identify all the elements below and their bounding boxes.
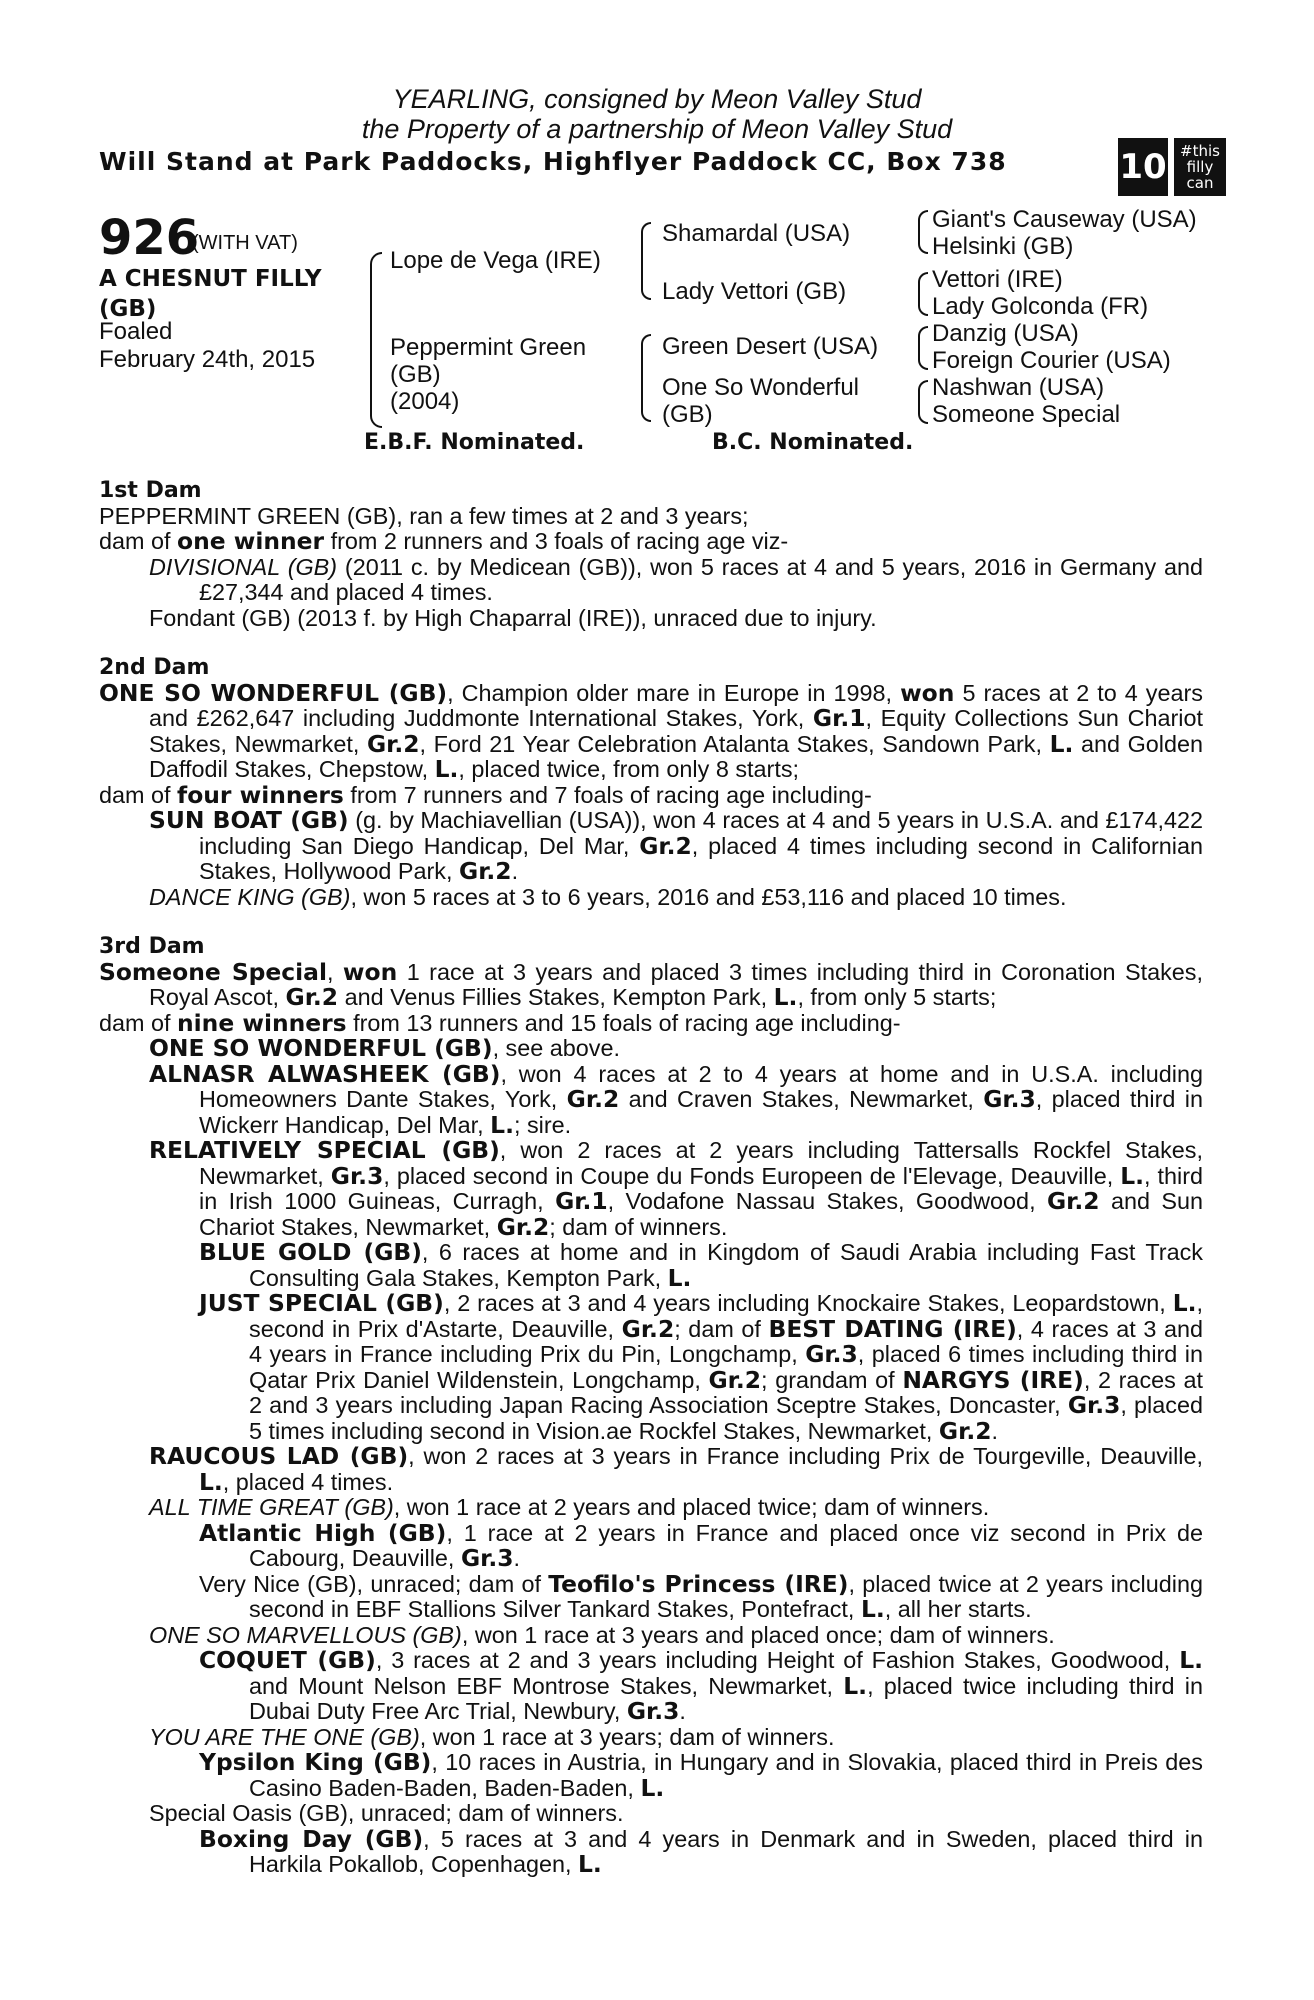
text: , Vodafone Nassau Stakes, Goodwood, [607,1188,1047,1214]
dam-name [390,334,586,415]
foaled-label: Foaled [99,318,173,345]
grade: L. [640,1773,665,1802]
horse-name: Boxing Day (GB) [199,1824,424,1853]
grade: Gr.2 [938,1416,992,1445]
horse-name: BEST DATING (IRE) [768,1314,1017,1343]
pedigree-brace-2 [641,222,651,300]
pedigree-brace-5 [918,272,928,316]
text: , placed twice at 2 years including second in EBF Stallions Silver Tankard Stakes, Pontefract, [249,1570,1203,1622]
text: ; grandam of [761,1366,903,1393]
second-dam-title: 2nd Dam [99,655,210,680]
grade: L. [577,1850,602,1878]
text: , Champion older mare in Europe in 1998, [447,679,901,706]
dam-dam [662,374,859,428]
foaled-date: February 24th, 2015 [99,346,316,373]
grade: Gr.3 [626,1697,680,1725]
grade: Gr.3 [1067,1391,1121,1419]
text: , placed third in Wickerr Handicap, Del Mar, [199,1086,1203,1138]
second-dam-entry [99,678,1204,783]
text: dam of [99,528,178,554]
grade: L. [1172,1289,1197,1317]
text: (g. by Machiavellian (USA)), won 4 races at 4 and 5 years in U.S.A. and £174,422 including San Diego Handicap, Del Mar, [199,807,1203,859]
produce-ypsilon-king [99,1750,1203,1801]
ten-logo-icon [1118,138,1168,196]
produce-alnasr-alwasheek [99,1059,1203,1139]
second-dam-produce-summary [99,780,1203,809]
horse-name: JUST SPECIAL (GB) [199,1289,444,1317]
text: , won 1 race at 2 years and placed twice; dam of winners. [393,1494,990,1520]
dam-dam-dam: Someone Special [932,401,1121,428]
horse-name: RAUCOUS LAD (GB) [149,1442,409,1470]
pedigree-brace-3 [641,334,651,422]
logo-b-line2: filly [1186,158,1214,176]
this-filly-can-logo-icon [1174,138,1226,196]
dam-line1: Peppermint Green [390,334,587,361]
horse-name: Teofilo's Princess (IRE) [548,1569,849,1598]
text: , placed second in Coupe du Fonds Europeen de l'Elevage, Deauville, [383,1162,1121,1189]
produce-coquet [99,1648,1203,1725]
lot-number: 926 [99,210,200,266]
winner-count: nine winners [177,1008,347,1037]
horse-name: DANCE KING (GB) [149,883,351,910]
text: from 13 runners and 15 foals of racing age including- [346,1009,901,1036]
dam-dam-line2: (GB) [662,401,713,428]
text: , won 5 races at 3 to 6 years, 2016 and £53,116 and placed 10 times. [350,883,1067,910]
grade: Gr.1 [812,704,866,732]
grade: Gr.2 [708,1365,762,1394]
grade: L. [199,1467,223,1496]
produce-special-oasis: Special Oasis (GB), unraced; dam of winners. [149,1800,624,1826]
pedigree-brace-4 [918,210,928,254]
lot-name-line1: A CHESNUT FILLY [99,266,322,292]
text: , placed twice, from only 8 starts; [458,756,800,782]
text: , 2 races at 3 and 4 years including Knockaire Stakes, Leopardstown, [443,1290,1173,1316]
foaling-info [99,318,315,374]
produce-relatively-special [99,1138,1203,1240]
sire-dam-sire: Vettori (IRE) [932,266,1063,293]
text: , 4 races at 3 and 4 years in France including Prix du Pin, Longchamp, [249,1315,1203,1367]
first-dam-title: 1st Dam [99,478,202,503]
dam-sire: Green Desert (USA) [662,333,879,360]
sire-dam-dam: Lady Golconda (FR) [932,293,1149,320]
grade: Gr.2 [366,729,420,758]
text: , placed 4 times including second in Californian Stakes, Hollywood Park, [199,832,1203,884]
text: , 3 races at 2 and 3 years including Height of Fashion Stakes, Goodwood, [375,1647,1180,1673]
produce-blue-gold [99,1240,1203,1291]
text: , 5 races at 3 and 4 years in Denmark and in Sweden, placed third in Harkila Pokallob, Copenhagen, [249,1825,1204,1877]
sire: Lope de Vega (IRE) [390,247,601,274]
text: ; dam of [674,1315,769,1342]
grade: Gr.2 [639,831,692,860]
grade: Gr.2 [459,857,512,885]
produce-divisional [99,555,1203,606]
horse-name: ALNASR ALWASHEEK (GB) [149,1059,501,1088]
logo-b-line1: #this [1180,142,1220,160]
logo-b-line3: can [1186,174,1214,192]
horse-name: Atlantic High (GB) [199,1518,447,1547]
ebf-nominated: E.B.F. Nominated. [364,430,585,455]
sire-dam: Lady Vettori (GB) [662,278,847,305]
text: , 6 races at home and in Kingdom of Saudi Arabia including Fast Track Consulting Gala Stakes, Kempton Park, [249,1239,1203,1291]
text: (2011 c. by Medicean (GB)), won 5 races at 4 and 5 years, 2016 in Germany and £27,344 and placed 4 times. [199,553,1203,605]
winner-count: four winners [177,780,344,809]
text: 5 races at 2 to 4 years and £262,647 including Juddmonte International Stakes, York, [149,679,1203,731]
text: won [342,957,398,986]
text: , placed 6 times including third in Qatar Prix Daniel Wildenstein, Longchamp, [249,1341,1203,1393]
sire-sire-dam: Helsinki (GB) [932,233,1074,260]
consignor-line: YEARLING, consigned by Meon Valley Stud [392,84,922,114]
text: . [679,1698,686,1724]
produce-raucous-lad [99,1444,1203,1495]
third-dam-produce-summary [99,1008,1203,1037]
horse-name: DIVISIONAL (GB) [149,553,338,580]
grade: Gr.3 [805,1340,858,1368]
produce-all-time-great [99,1495,1203,1521]
lot-title [99,264,322,324]
grade: Gr.2 [621,1314,675,1343]
pedigree-brace-6 [918,326,928,370]
text: ; dam of winners. [549,1213,728,1240]
sire-sire-sire: Giant's Causeway (USA) [932,206,1197,233]
grade: L. [1179,1646,1203,1674]
text: , won 4 races at 2 to 4 years at home and in U.S.A. including Homeowners Dante Stakes, York, [199,1060,1203,1112]
produce-boxing-day [99,1824,1204,1878]
grade: L. [1120,1161,1144,1190]
bc-nominated: B.C. Nominated. [712,430,914,455]
horse-name: RELATIVELY SPECIAL (GB) [149,1136,500,1164]
text: , won 1 race at 3 years; dam of winners. [419,1723,835,1750]
horse-name: ONE SO WONDERFUL (GB) [99,678,448,707]
third-dam-title: 3rd Dam [99,934,205,959]
produce-sun-boat [99,808,1203,885]
text: and Sun Chariot Stakes, Newmarket, [199,1188,1203,1240]
horse-name: ALL TIME GREAT (GB) [149,1494,394,1520]
text: 1 race at 3 years and placed 3 times including third in Coronation Stakes, Royal Ascot, [149,958,1203,1010]
property-line: the Property of a partnership of Meon Valley Stud [361,114,953,144]
lot-vat: (WITH VAT) [192,232,298,254]
grade: Gr.3 [330,1161,384,1190]
produce-fondant: Fondant (GB) (2013 f. by High Chaparral (IRE)), unraced due to injury. [149,604,877,631]
dam-sire-dam: Foreign Courier (USA) [932,347,1171,374]
text: . [513,1545,520,1571]
horse-name: YOU ARE THE ONE (GB) [149,1723,420,1750]
text: , third in Irish 1000 Guineas, Curragh, [199,1162,1203,1214]
winner-count: one winner [177,527,325,555]
text: dam of [99,1009,178,1036]
horse-name: Ypsilon King (GB) [199,1748,432,1776]
grade: Gr.2 [1046,1187,1100,1215]
text: , 1 race at 2 years in France and placed once viz second in Prix de Cabourg, Deauville, [249,1519,1203,1571]
produce-atlantic-high [99,1518,1203,1572]
text: , placed twice including third in Dubai Duty Free Arc Trial, Newbury, [249,1672,1203,1724]
text: won [900,678,955,707]
stand-location: Will Stand at Park Paddocks, Highflyer Paddock CC, Box 738 [99,147,1007,176]
text: Very Nice (GB), unraced; dam of [199,1570,549,1597]
grade: L. [434,755,459,783]
text: , see above. [492,1035,621,1061]
text: , second in Prix d'Astarte, Deauville, [249,1290,1203,1342]
lot-name-line2: (GB) [99,296,157,322]
text: and Mount Nelson EBF Montrose Stakes, Newmarket, [249,1672,844,1699]
grade: L. [773,983,798,1011]
dam-sire-sire: Danzig (USA) [932,320,1079,347]
text: from 2 runners and 3 foals of racing age viz- [324,528,789,554]
text: from 7 runners and 7 foals of racing age including- [343,781,872,808]
produce-one-so-wonderful [99,1036,1203,1062]
grade: Gr.2 [566,1085,620,1113]
pedigree-brace-1 [370,252,382,428]
horse-name: COQUET (GB) [199,1646,376,1674]
text: , 10 races in Austria, in Hungary and in Slovakia, placed third in Preis des Casino Baden-Baden, Baden-Baden, [249,1749,1203,1801]
grade: Gr.3 [460,1544,514,1572]
first-dam-line: PEPPERMINT GREEN (GB), ran a few times at 2 and 3 years; [99,502,749,529]
produce-you-are-the-one [99,1725,1203,1751]
grade: L. [860,1595,885,1623]
grade: L. [667,1263,692,1292]
text: , all her starts. [884,1596,1032,1622]
text: dam of [99,781,178,808]
text: , won 1 race at 3 years and placed once; dam of winners. [461,1621,1055,1648]
third-dam-entry [99,957,1203,1011]
sire-sire: Shamardal (USA) [662,220,851,247]
text: , won 2 races at 2 years including Tattersalls Rockfel Stakes, Newmarket, [199,1137,1204,1189]
text: , Ford 21 Year Celebration Atalanta Stakes, Sandown Park, [419,730,1050,757]
text: and Golden Daffodil Stakes, Chepstow, [149,730,1204,782]
text: and Venus Fillies Stakes, Kempton Park, [338,984,774,1010]
grade: Gr.3 [983,1085,1036,1113]
text: ; sire. [513,1111,572,1138]
text: . [991,1417,998,1444]
text: , placed 5 times including second in Vision.ae Rockfel Stakes, Newmarket, [249,1392,1203,1444]
logo-a-text: 10 [1119,147,1167,187]
text: , won 2 races at 3 years in France including Prix de Tourgeville, Deauville, [408,1443,1203,1469]
horse-name: Someone Special [99,957,327,986]
produce-just-special [99,1291,1203,1444]
produce-dance-king [99,885,1203,911]
horse-name: ONE SO MARVELLOUS (GB) [149,1621,462,1648]
grade: Gr.1 [555,1187,608,1215]
text: , placed 4 times. [222,1468,394,1495]
pedigree-brace-7 [918,380,928,424]
grade: L. [1049,729,1074,758]
dam-dam-sire: Nashwan (USA) [932,374,1105,401]
first-dam-produce-summary [99,529,1203,555]
grade: Gr.2 [285,983,339,1011]
text: , from only 5 starts; [797,984,997,1010]
horse-name: SUN BOAT (GB) [149,806,349,834]
horse-name: BLUE GOLD (GB) [199,1238,422,1266]
catalogue-body [99,478,1203,1878]
text: and Craven Stakes, Newmarket, [619,1086,984,1112]
horse-name: ONE SO WONDERFUL (GB) [149,1034,493,1062]
grade: L. [490,1110,514,1139]
text: . [511,858,519,884]
dam-line2: (GB) [390,361,441,388]
text: , 2 races at 2 and 3 years including Japan Racing Association Sceptre Stakes, Doncaster, [249,1366,1203,1418]
dam-line3: (2004) [390,388,460,415]
produce-one-so-marvellous [99,1623,1203,1649]
produce-very-nice [99,1569,1203,1623]
text: , Equity Collections Sun Chariot Stakes, Newmarket, [149,705,1203,757]
horse-name: NARGYS (IRE) [902,1365,1084,1394]
grade: Gr.2 [496,1212,550,1241]
dam-dam-line1: One So Wonderful [662,374,860,401]
text: , [326,958,343,985]
grade: L. [843,1671,868,1700]
